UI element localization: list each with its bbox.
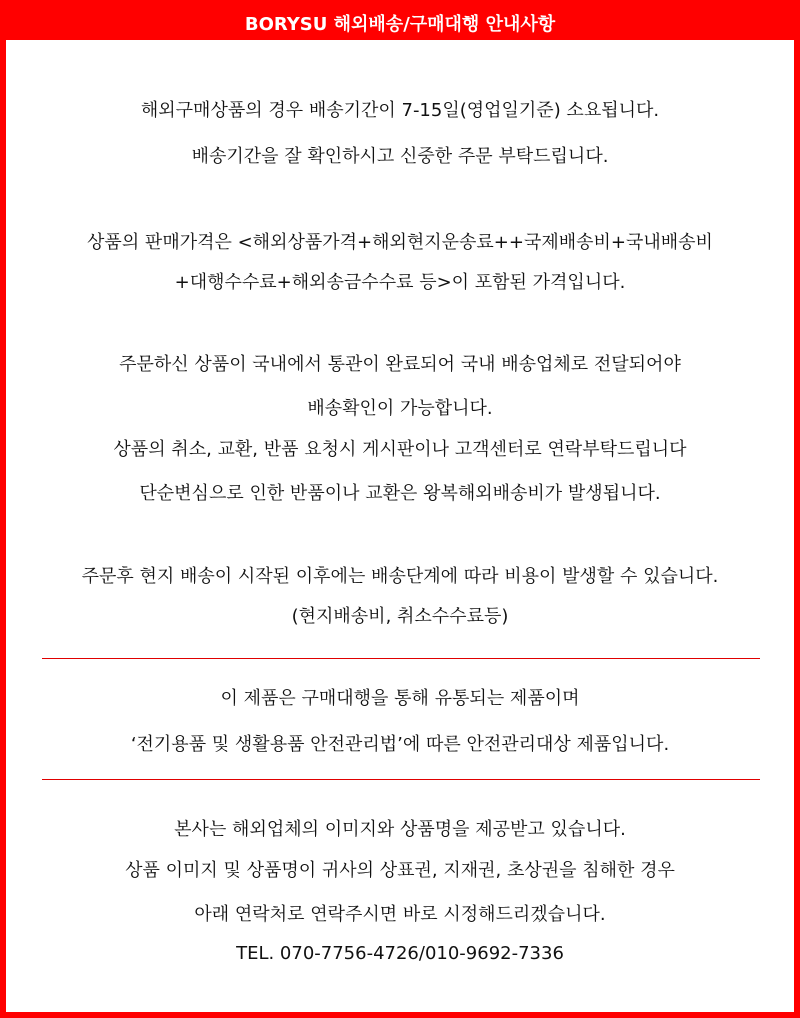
notice-line-cancel-request: 상품의 취소, 교환, 반품 요청시 게시판이나 고객센터로 연락부탁드립니다 bbox=[113, 439, 687, 460]
notice-line-correction-request: 아래 연락처로 연락주시면 바로 시정해드리겠습니다. bbox=[194, 904, 606, 925]
notice-line-customs: 주문하신 상품이 국내에서 통관이 완료되어 국내 배송업체로 전달되어야 bbox=[119, 354, 681, 375]
notice-line-rights-infringement: 상품 이미지 및 상품명이 귀사의 상표권, 지재권, 초상권을 침해한 경우 bbox=[125, 860, 675, 881]
notice-line-order-request: 배송기간을 잘 확인하시고 신중한 주문 부탁드립니다. bbox=[191, 146, 609, 167]
notice-line-delivery-confirm: 배송확인이 가능합니다. bbox=[307, 398, 493, 419]
notice-line-price-composition: 상품의 판매가격은 <해외상품가격+해외현지운송료++국제배송비+국내배송비 bbox=[87, 232, 713, 253]
notice-line-purchase-agency: 이 제품은 구매대행을 통해 유통되는 제품이며 bbox=[220, 688, 580, 709]
notice-line-delivery-period: 해외구매상품의 경우 배송기간이 7-15일(영업일기준) 소요됩니다. bbox=[140, 100, 660, 121]
notice-line-price-included: +대행수수료+해외송금수수료 등>이 포함된 가격입니다. bbox=[174, 272, 626, 293]
notice-line-safety-law: ‘전기용품 및 생활용품 안전관리법’에 따른 안전관리대상 제품입니다. bbox=[130, 734, 670, 755]
notice-line-image-source: 본사는 해외업체의 이미지와 상품명을 제공받고 있습니다. bbox=[174, 819, 626, 840]
contact-phone: TEL. 070-7756-4726/010-9692-7336 bbox=[236, 943, 564, 964]
notice-line-return-cost: 단순변심으로 인한 반품이나 교환은 왕복해외배송비가 발생됩니다. bbox=[139, 483, 661, 504]
notice-line-shipping-costs: 주문후 현지 배송이 시작된 이후에는 배송단계에 따라 비용이 발생할 수 있습니다. bbox=[81, 566, 719, 587]
page-title: BORYSU 해외배송/구매대행 안내사항 bbox=[244, 14, 556, 35]
header-bar bbox=[6, 6, 794, 40]
section-divider bbox=[42, 779, 760, 780]
section-divider bbox=[42, 658, 760, 659]
notice-line-cost-examples: (현지배송비, 취소수수료등) bbox=[291, 606, 509, 627]
